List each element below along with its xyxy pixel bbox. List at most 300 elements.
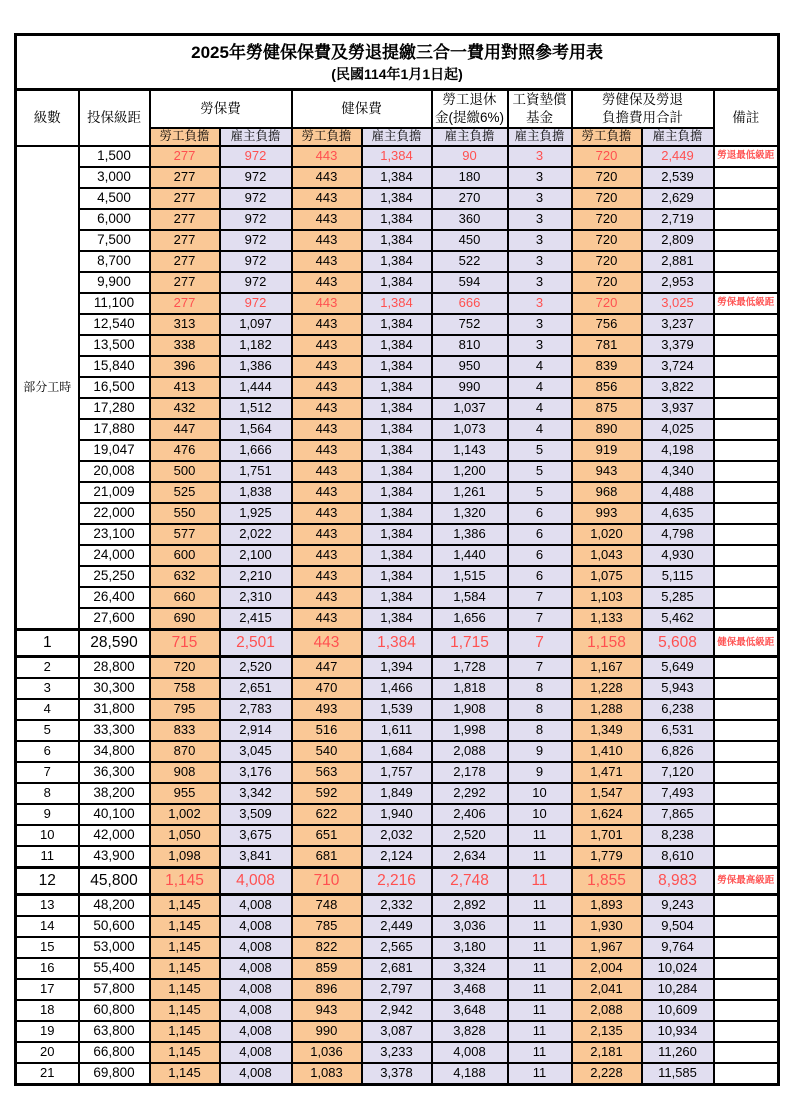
bracket-cell: 43,900 <box>79 846 150 868</box>
wage-fund-line1: 工資墊償 <box>512 92 567 108</box>
value-cell: 11 <box>508 846 572 868</box>
value-cell: 1,143 <box>432 440 508 461</box>
value-cell: 1,855 <box>572 868 642 895</box>
subheader-total-employee: 勞工負擔 <box>572 128 642 146</box>
value-cell: 6,238 <box>642 699 714 720</box>
value-cell: 3 <box>508 188 572 209</box>
table-row <box>16 314 779 335</box>
bracket-cell: 63,800 <box>79 1021 150 1042</box>
remark-cell <box>714 1000 779 1021</box>
value-cell: 1,656 <box>432 608 508 630</box>
col-header-labor-insurance: 勞保費 <box>150 90 292 129</box>
value-cell: 443 <box>292 630 362 657</box>
value-cell: 6 <box>508 545 572 566</box>
value-cell: 1,384 <box>362 293 432 314</box>
value-cell: 10 <box>508 804 572 825</box>
remark-cell <box>714 188 779 209</box>
table-row <box>16 440 779 461</box>
value-cell: 1,158 <box>572 630 642 657</box>
bracket-cell: 21,009 <box>79 482 150 503</box>
value-cell: 1,103 <box>572 587 642 608</box>
value-cell: 443 <box>292 188 362 209</box>
value-cell: 6 <box>508 503 572 524</box>
value-cell: 2,406 <box>432 804 508 825</box>
value-cell: 4,025 <box>642 419 714 440</box>
table-row <box>16 804 779 825</box>
value-cell: 443 <box>292 272 362 293</box>
value-cell: 2,651 <box>220 678 292 699</box>
col-header-bracket: 投保級距 <box>79 90 150 147</box>
level-cell: 15 <box>16 937 79 958</box>
value-cell: 3 <box>508 251 572 272</box>
value-cell: 2,181 <box>572 1042 642 1063</box>
value-cell: 9 <box>508 762 572 783</box>
table-row <box>16 741 779 762</box>
value-cell: 1,967 <box>572 937 642 958</box>
value-cell: 1,384 <box>362 167 432 188</box>
value-cell: 660 <box>150 587 220 608</box>
value-cell: 1,471 <box>572 762 642 783</box>
value-cell: 2,088 <box>572 1000 642 1021</box>
total-line1: 勞健保及勞退 <box>602 92 683 108</box>
value-cell: 1,547 <box>572 783 642 804</box>
bracket-cell: 53,000 <box>79 937 150 958</box>
value-cell: 990 <box>432 377 508 398</box>
value-cell: 943 <box>292 1000 362 1021</box>
value-cell: 2,942 <box>362 1000 432 1021</box>
value-cell: 2,415 <box>220 608 292 630</box>
value-cell: 8,983 <box>642 868 714 895</box>
value-cell: 443 <box>292 503 362 524</box>
value-cell: 908 <box>150 762 220 783</box>
value-cell: 3,724 <box>642 356 714 377</box>
table-row <box>16 608 779 630</box>
col-header-remark: 備註 <box>714 90 779 147</box>
remark-cell <box>714 937 779 958</box>
value-cell: 720 <box>572 209 642 230</box>
remark-cell: 勞保最低級距 <box>714 293 779 314</box>
value-cell: 690 <box>150 608 220 630</box>
value-cell: 972 <box>220 293 292 314</box>
remark-cell <box>714 846 779 868</box>
value-cell: 720 <box>572 293 642 314</box>
value-cell: 2,332 <box>362 895 432 917</box>
value-cell: 594 <box>432 272 508 293</box>
value-cell: 3 <box>508 293 572 314</box>
value-cell: 2,719 <box>642 209 714 230</box>
value-cell: 11 <box>508 1042 572 1063</box>
value-cell: 752 <box>432 314 508 335</box>
level-cell: 14 <box>16 916 79 937</box>
value-cell: 4,008 <box>220 1021 292 1042</box>
value-cell: 2,881 <box>642 251 714 272</box>
value-cell: 1,584 <box>432 587 508 608</box>
subheader-pension-employer: 雇主負擔 <box>432 128 508 146</box>
value-cell: 1,145 <box>150 895 220 917</box>
remark-cell <box>714 741 779 762</box>
remark-cell <box>714 895 779 917</box>
value-cell: 1,075 <box>572 566 642 587</box>
value-cell: 5 <box>508 482 572 503</box>
bracket-cell: 11,100 <box>79 293 150 314</box>
col-header-health-insurance: 健保費 <box>292 90 432 129</box>
value-cell: 277 <box>150 188 220 209</box>
remark-cell <box>714 272 779 293</box>
value-cell: 1,320 <box>432 503 508 524</box>
bracket-cell: 4,500 <box>79 188 150 209</box>
value-cell: 443 <box>292 398 362 419</box>
level-cell: 10 <box>16 825 79 846</box>
value-cell: 710 <box>292 868 362 895</box>
value-cell: 715 <box>150 630 220 657</box>
bracket-cell: 26,400 <box>79 587 150 608</box>
value-cell: 9,764 <box>642 937 714 958</box>
value-cell: 6 <box>508 524 572 545</box>
value-cell: 432 <box>150 398 220 419</box>
table-row <box>16 979 779 1000</box>
value-cell: 2,520 <box>220 657 292 679</box>
value-cell: 5,115 <box>642 566 714 587</box>
bracket-cell: 8,700 <box>79 251 150 272</box>
value-cell: 1,384 <box>362 335 432 356</box>
value-cell: 972 <box>220 251 292 272</box>
bracket-cell: 23,100 <box>79 524 150 545</box>
bracket-cell: 57,800 <box>79 979 150 1000</box>
level-cell: 19 <box>16 1021 79 1042</box>
value-cell: 11 <box>508 916 572 937</box>
value-cell: 443 <box>292 356 362 377</box>
value-cell: 443 <box>292 545 362 566</box>
value-cell: 943 <box>572 461 642 482</box>
bracket-cell: 55,400 <box>79 958 150 979</box>
total-line2: 負擔費用合計 <box>602 110 683 125</box>
value-cell: 3 <box>508 314 572 335</box>
value-cell: 4,008 <box>432 1042 508 1063</box>
table-row <box>16 958 779 979</box>
table-row <box>16 868 779 895</box>
remark-cell <box>714 209 779 230</box>
value-cell: 7,120 <box>642 762 714 783</box>
value-cell: 1,384 <box>362 545 432 566</box>
value-cell: 859 <box>292 958 362 979</box>
value-cell: 968 <box>572 482 642 503</box>
value-cell: 4,198 <box>642 440 714 461</box>
value-cell: 1,564 <box>220 419 292 440</box>
value-cell: 3,087 <box>362 1021 432 1042</box>
wage-fund-line2: 基金 <box>526 110 553 125</box>
value-cell: 3 <box>508 335 572 356</box>
value-cell: 1,073 <box>432 419 508 440</box>
value-cell: 443 <box>292 293 362 314</box>
bracket-cell: 30,300 <box>79 678 150 699</box>
value-cell: 1,133 <box>572 608 642 630</box>
bracket-cell: 9,900 <box>79 272 150 293</box>
value-cell: 1,384 <box>362 272 432 293</box>
remark-cell <box>714 678 779 699</box>
bracket-cell: 13,500 <box>79 335 150 356</box>
table-row <box>16 1063 779 1085</box>
level-cell: 7 <box>16 762 79 783</box>
value-cell: 972 <box>220 167 292 188</box>
remark-cell <box>714 762 779 783</box>
subheader-wage-fund-employer: 雇主負擔 <box>508 128 572 146</box>
col-header-total <box>572 90 714 129</box>
value-cell: 443 <box>292 377 362 398</box>
value-cell: 1,384 <box>362 398 432 419</box>
table-row <box>16 356 779 377</box>
value-cell: 1,384 <box>362 566 432 587</box>
value-cell: 443 <box>292 587 362 608</box>
value-cell: 1,037 <box>432 398 508 419</box>
value-cell: 5,943 <box>642 678 714 699</box>
value-cell: 3,937 <box>642 398 714 419</box>
value-cell: 360 <box>432 209 508 230</box>
value-cell: 4 <box>508 377 572 398</box>
remark-cell <box>714 1042 779 1063</box>
value-cell: 1,384 <box>362 503 432 524</box>
value-cell: 1,715 <box>432 630 508 657</box>
table-row <box>16 916 779 937</box>
value-cell: 4,488 <box>642 482 714 503</box>
value-cell: 443 <box>292 251 362 272</box>
remark-cell <box>714 482 779 503</box>
value-cell: 4,008 <box>220 868 292 895</box>
level-cell: 11 <box>16 846 79 868</box>
value-cell: 313 <box>150 314 220 335</box>
value-cell: 1,050 <box>150 825 220 846</box>
remark-cell <box>714 419 779 440</box>
value-cell: 3,841 <box>220 846 292 868</box>
value-cell: 1,384 <box>362 587 432 608</box>
remark-cell <box>714 398 779 419</box>
value-cell: 4 <box>508 419 572 440</box>
value-cell: 443 <box>292 419 362 440</box>
value-cell: 972 <box>220 230 292 251</box>
value-cell: 1,384 <box>362 314 432 335</box>
value-cell: 1,145 <box>150 937 220 958</box>
bracket-cell: 45,800 <box>79 868 150 895</box>
value-cell: 4,188 <box>432 1063 508 1085</box>
value-cell: 1,818 <box>432 678 508 699</box>
value-cell: 896 <box>292 979 362 1000</box>
value-cell: 4,008 <box>220 916 292 937</box>
value-cell: 5,285 <box>642 587 714 608</box>
value-cell: 443 <box>292 461 362 482</box>
value-cell: 11 <box>508 958 572 979</box>
value-cell: 870 <box>150 741 220 762</box>
bracket-cell: 28,590 <box>79 630 150 657</box>
value-cell: 1,466 <box>362 678 432 699</box>
value-cell: 500 <box>150 461 220 482</box>
value-cell: 4,008 <box>220 1042 292 1063</box>
remark-cell <box>714 916 779 937</box>
remark-cell <box>714 356 779 377</box>
value-cell: 1,611 <box>362 720 432 741</box>
value-cell: 3,509 <box>220 804 292 825</box>
value-cell: 2,100 <box>220 545 292 566</box>
remark-cell <box>714 699 779 720</box>
value-cell: 10,284 <box>642 979 714 1000</box>
value-cell: 666 <box>432 293 508 314</box>
value-cell: 2,501 <box>220 630 292 657</box>
table-row <box>16 566 779 587</box>
value-cell: 550 <box>150 503 220 524</box>
value-cell: 277 <box>150 251 220 272</box>
value-cell: 443 <box>292 524 362 545</box>
bracket-cell: 6,000 <box>79 209 150 230</box>
value-cell: 1,384 <box>362 356 432 377</box>
table-row <box>16 251 779 272</box>
value-cell: 1,145 <box>150 958 220 979</box>
value-cell: 1,539 <box>362 699 432 720</box>
value-cell: 7 <box>508 587 572 608</box>
value-cell: 1,512 <box>220 398 292 419</box>
value-cell: 1,002 <box>150 804 220 825</box>
value-cell: 443 <box>292 335 362 356</box>
value-cell: 3,036 <box>432 916 508 937</box>
value-cell: 1,440 <box>432 545 508 566</box>
bracket-cell: 31,800 <box>79 699 150 720</box>
remark-cell <box>714 545 779 566</box>
remark-cell <box>714 167 779 188</box>
value-cell: 822 <box>292 937 362 958</box>
value-cell: 720 <box>572 167 642 188</box>
remark-cell <box>714 524 779 545</box>
value-cell: 720 <box>572 146 642 167</box>
value-cell: 450 <box>432 230 508 251</box>
table-row <box>16 825 779 846</box>
value-cell: 90 <box>432 146 508 167</box>
value-cell: 2,797 <box>362 979 432 1000</box>
value-cell: 277 <box>150 293 220 314</box>
value-cell: 11 <box>508 895 572 917</box>
value-cell: 8 <box>508 678 572 699</box>
value-cell: 1,384 <box>362 230 432 251</box>
value-cell: 277 <box>150 272 220 293</box>
value-cell: 592 <box>292 783 362 804</box>
value-cell: 525 <box>150 482 220 503</box>
value-cell: 1,020 <box>572 524 642 545</box>
table-row <box>16 503 779 524</box>
table-row <box>16 937 779 958</box>
value-cell: 3,675 <box>220 825 292 846</box>
subheader-li-employee: 勞工負擔 <box>150 128 220 146</box>
value-cell: 972 <box>220 272 292 293</box>
value-cell: 2,004 <box>572 958 642 979</box>
value-cell: 1,384 <box>362 188 432 209</box>
value-cell: 4 <box>508 356 572 377</box>
value-cell: 3,176 <box>220 762 292 783</box>
bracket-cell: 25,250 <box>79 566 150 587</box>
value-cell: 8 <box>508 720 572 741</box>
value-cell: 470 <box>292 678 362 699</box>
value-cell: 2,634 <box>432 846 508 868</box>
value-cell: 1,384 <box>362 482 432 503</box>
value-cell: 2,292 <box>432 783 508 804</box>
value-cell: 990 <box>292 1021 362 1042</box>
value-cell: 781 <box>572 335 642 356</box>
value-cell: 577 <box>150 524 220 545</box>
level-cell: 5 <box>16 720 79 741</box>
value-cell: 3,342 <box>220 783 292 804</box>
value-cell: 720 <box>572 230 642 251</box>
value-cell: 11,585 <box>642 1063 714 1085</box>
value-cell: 3,324 <box>432 958 508 979</box>
value-cell: 11 <box>508 825 572 846</box>
value-cell: 3,378 <box>362 1063 432 1085</box>
table-row <box>16 146 779 167</box>
value-cell: 2,228 <box>572 1063 642 1085</box>
value-cell: 748 <box>292 895 362 917</box>
level-cell: 13 <box>16 895 79 917</box>
bracket-cell: 27,600 <box>79 608 150 630</box>
value-cell: 2,629 <box>642 188 714 209</box>
level-cell: 20 <box>16 1042 79 1063</box>
value-cell: 1,145 <box>150 916 220 937</box>
value-cell: 540 <box>292 741 362 762</box>
subheader-li-employer: 雇主負擔 <box>220 128 292 146</box>
value-cell: 2,124 <box>362 846 432 868</box>
value-cell: 1,624 <box>572 804 642 825</box>
value-cell: 1,384 <box>362 608 432 630</box>
value-cell: 5,462 <box>642 608 714 630</box>
value-cell: 5 <box>508 440 572 461</box>
level-cell: 1 <box>16 630 79 657</box>
pension-line1: 勞工退休 <box>442 92 497 108</box>
level-cell: 21 <box>16 1063 79 1085</box>
value-cell: 4,008 <box>220 1000 292 1021</box>
value-cell: 1,666 <box>220 440 292 461</box>
value-cell: 1,940 <box>362 804 432 825</box>
remark-cell <box>714 657 779 679</box>
table-row <box>16 335 779 356</box>
value-cell: 1,751 <box>220 461 292 482</box>
value-cell: 2,520 <box>432 825 508 846</box>
value-cell: 11 <box>508 1021 572 1042</box>
remark-cell <box>714 608 779 630</box>
bracket-cell: 19,047 <box>79 440 150 461</box>
value-cell: 4,008 <box>220 1063 292 1085</box>
bracket-cell: 36,300 <box>79 762 150 783</box>
value-cell: 2,748 <box>432 868 508 895</box>
remark-cell <box>714 587 779 608</box>
value-cell: 180 <box>432 167 508 188</box>
value-cell: 2,032 <box>362 825 432 846</box>
value-cell: 1,036 <box>292 1042 362 1063</box>
bracket-cell: 24,000 <box>79 545 150 566</box>
value-cell: 720 <box>572 272 642 293</box>
value-cell: 632 <box>150 566 220 587</box>
value-cell: 9,243 <box>642 895 714 917</box>
value-cell: 2,178 <box>432 762 508 783</box>
remark-cell <box>714 566 779 587</box>
value-cell: 2,914 <box>220 720 292 741</box>
value-cell: 6 <box>508 566 572 587</box>
value-cell: 1,394 <box>362 657 432 679</box>
value-cell: 2,210 <box>220 566 292 587</box>
value-cell: 756 <box>572 314 642 335</box>
value-cell: 443 <box>292 209 362 230</box>
value-cell: 681 <box>292 846 362 868</box>
value-cell: 3,822 <box>642 377 714 398</box>
value-cell: 972 <box>220 188 292 209</box>
table-row <box>16 678 779 699</box>
value-cell: 3,237 <box>642 314 714 335</box>
table-row <box>16 188 779 209</box>
value-cell: 993 <box>572 503 642 524</box>
col-header-level: 級數 <box>16 90 79 147</box>
table-row <box>16 545 779 566</box>
